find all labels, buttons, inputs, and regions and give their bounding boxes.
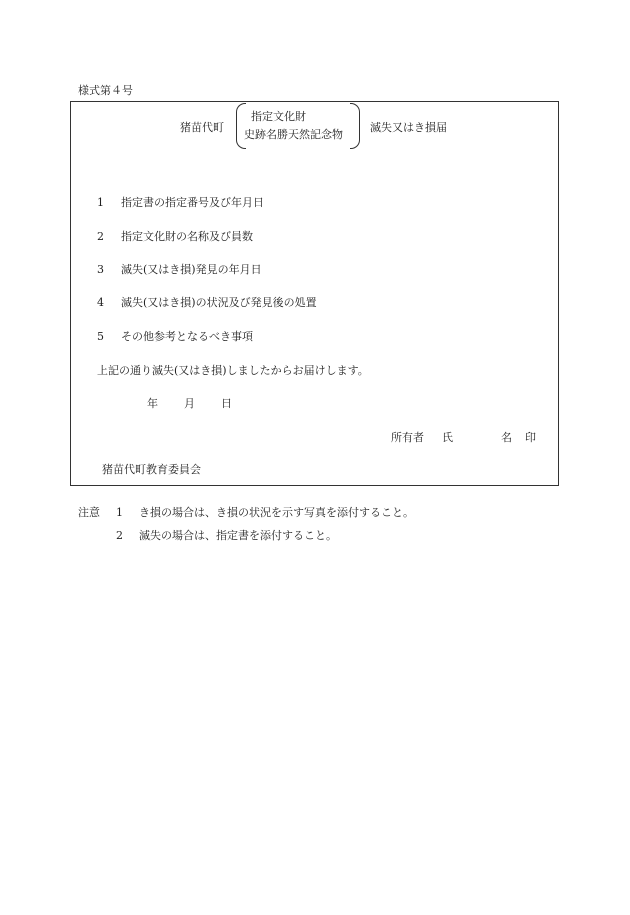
owner-label: 所有者 — [391, 431, 424, 444]
title-bracket-line1: 指定文化財 — [251, 110, 306, 123]
item-number: 1 — [97, 196, 104, 209]
right-paren-bracket — [350, 103, 360, 149]
item-text: 指定文化財の名称及び員数 — [121, 230, 253, 243]
item-text: 滅失(又はき損)発見の年月日 — [121, 263, 262, 276]
item-text: その他参考となるべき事項 — [121, 330, 253, 343]
owner-surname-label: 氏 — [442, 431, 453, 444]
recipient: 猪苗代町教育委員会 — [102, 463, 201, 476]
notes-label: 注意 — [78, 506, 100, 519]
item-text: 指定書の指定番号及び年月日 — [121, 196, 264, 209]
date-month: 月 — [184, 397, 195, 410]
item-number: 3 — [97, 263, 104, 276]
title-suffix: 滅失又はき損届 — [370, 121, 447, 134]
date-year: 年 — [147, 397, 158, 410]
form-number: 様式第４号 — [78, 84, 133, 97]
item-number: 4 — [97, 296, 104, 309]
left-paren-bracket — [236, 103, 246, 149]
note-text: 滅失の場合は、指定書を添付すること。 — [139, 529, 337, 542]
title-bracket-line2: 史跡名勝天然記念物 — [244, 128, 343, 141]
title-town: 猪苗代町 — [180, 121, 224, 134]
seal-label: 印 — [525, 431, 536, 444]
form-frame — [70, 101, 559, 486]
note-text: き損の場合は、き損の状況を示す写真を添付すること。 — [139, 506, 414, 519]
item-number: 5 — [97, 330, 104, 343]
date-day: 日 — [221, 397, 232, 410]
item-number: 2 — [97, 230, 104, 243]
item-text: 滅失(又はき損)の状況及び発見後の処置 — [121, 296, 317, 309]
statement-text: 上記の通り滅失(又はき損)しましたからお届けします。 — [97, 364, 369, 377]
note-number: 2 — [116, 529, 123, 542]
note-number: 1 — [116, 506, 123, 519]
owner-name-label: 名 — [501, 431, 512, 444]
